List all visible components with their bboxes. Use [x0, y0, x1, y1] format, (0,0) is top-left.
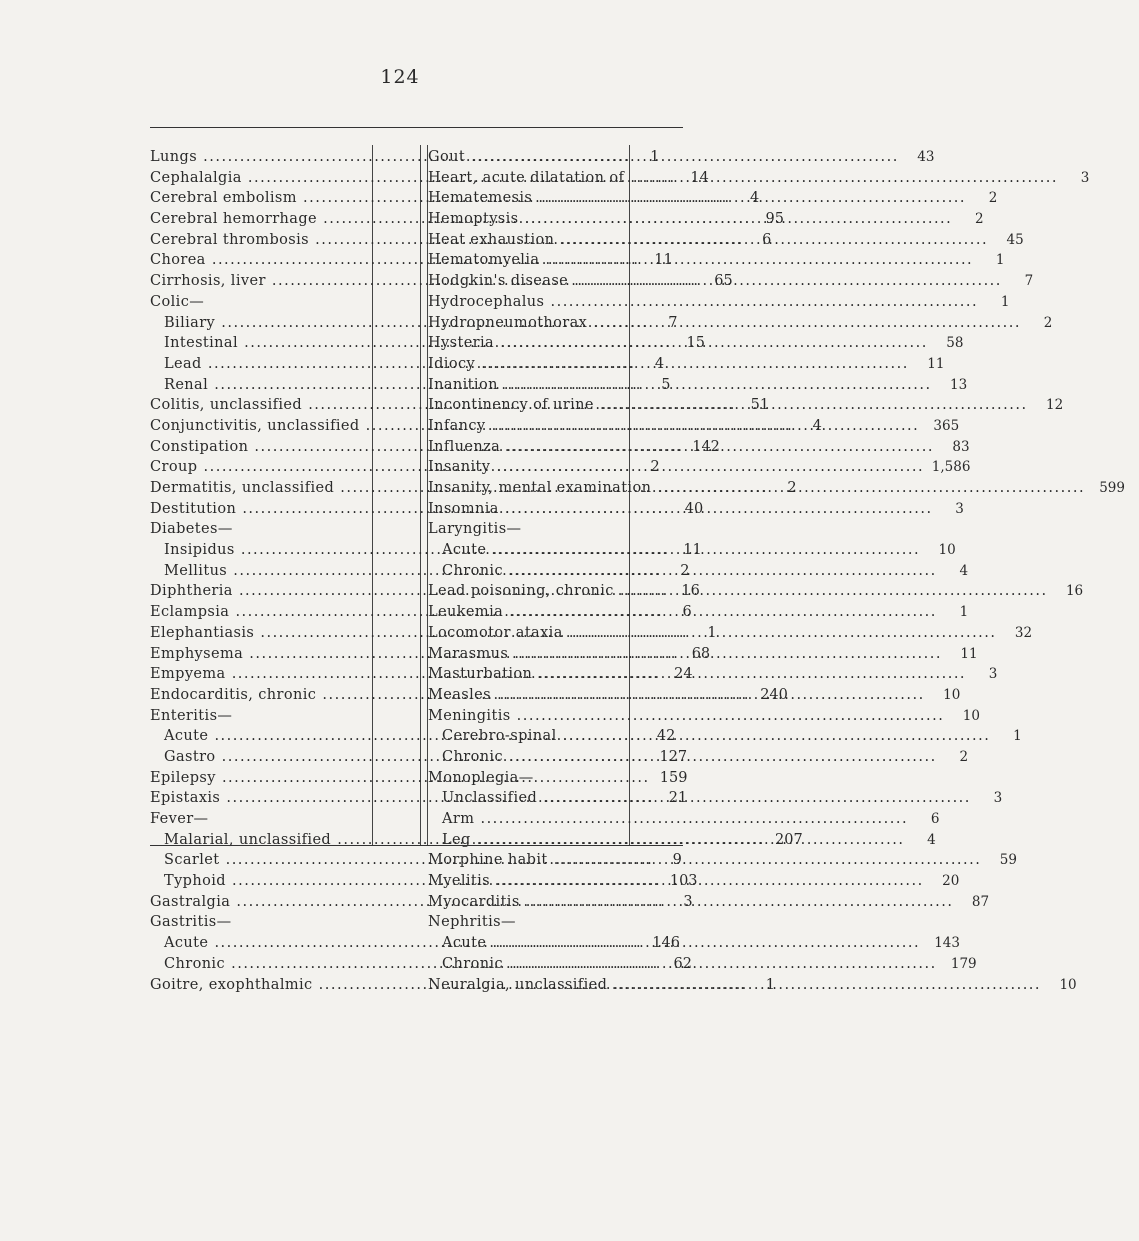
case-count: 21 — [668, 790, 688, 807]
disease-label: Leukemia ..... — [428, 602, 937, 623]
table-row — [428, 602, 969, 623]
disease-label: Incontinency of urine ..... — [428, 395, 1028, 416]
case-count: 1 — [1013, 728, 1022, 745]
case-count: 103 — [669, 873, 698, 890]
disease-label: Acute ..... — [150, 933, 642, 954]
disease-label: Cerebro-spinal ..... — [428, 726, 990, 747]
case-count: 10 — [962, 707, 980, 724]
case-count: 51 — [750, 397, 770, 414]
table-row — [428, 250, 1005, 271]
disease-label: Lead poisoning, chronic ..... — [428, 581, 1048, 602]
disease-label: Gout ..... — [428, 147, 899, 168]
disease-label: Cephalalgia ..... — [150, 168, 676, 189]
disease-label: Infancy ..... — [428, 416, 919, 437]
table-row — [428, 975, 1077, 996]
disease-label: Idiocy ..... — [428, 354, 909, 375]
case-count: 87 — [971, 893, 990, 910]
case-count: 11 — [683, 542, 702, 559]
case-count: 142 — [692, 438, 720, 455]
table-row — [428, 478, 1125, 499]
disease-label: Renal ..... — [150, 375, 642, 396]
case-count: 143 — [934, 935, 960, 952]
table-top-rule — [150, 127, 683, 128]
case-count: 12 — [1046, 397, 1064, 414]
case-count: 3 — [683, 893, 693, 910]
disease-label: Gastralgia ..... — [150, 892, 664, 913]
disease-label: Hemoptysis ..... — [428, 209, 952, 230]
table-row — [428, 623, 1033, 644]
disease-label: Constipation ..... — [150, 437, 682, 458]
disease-label: Morphine habit ..... — [428, 850, 981, 871]
table-row — [428, 768, 683, 789]
case-count: 62 — [673, 955, 692, 972]
disease-label: Cerebral embolism ..... — [150, 188, 731, 209]
case-count: 20 — [942, 873, 960, 890]
disease-label: Colic— — [150, 293, 205, 310]
case-count: 7 — [1024, 273, 1034, 290]
case-count: 240 — [760, 686, 788, 703]
disease-label: Chronic ..... — [428, 954, 937, 975]
disease-label: Cirrhosis, liver ..... — [150, 271, 700, 292]
disease-label: Influenza ..... — [428, 437, 934, 458]
case-count: 127 — [659, 748, 688, 765]
case-count: 58 — [946, 335, 964, 352]
case-count: 95 — [765, 211, 784, 228]
disease-label: Locomotor ataxia ..... — [428, 623, 997, 644]
disease-label: Acute ..... — [428, 933, 920, 954]
table-row — [428, 519, 683, 540]
disease-label: Gastritis— — [150, 914, 232, 931]
case-count: 11 — [654, 252, 673, 269]
disease-label: Measles ..... — [428, 685, 925, 706]
disease-label: Insipidus ..... — [150, 540, 668, 561]
disease-label: Goitre, exophthalmic ..... — [150, 975, 746, 996]
case-count: 24 — [674, 666, 693, 683]
case-count: 1 — [765, 976, 775, 993]
case-count: 2 — [974, 211, 984, 228]
disease-label: Insomnia ..... — [428, 499, 933, 520]
disease-label: Diphtheria ..... — [150, 581, 667, 602]
table-row — [428, 292, 1010, 313]
case-count — [324, 292, 372, 313]
case-count: 599 — [1099, 480, 1125, 496]
case-count: 9 — [672, 852, 682, 869]
page-number: 124 — [380, 66, 420, 88]
disease-label: Lead ..... — [150, 354, 636, 375]
disease-label: Leg ..... — [428, 830, 904, 851]
case-count: 6 — [930, 811, 940, 827]
case-count: 4 — [750, 190, 760, 207]
disease-label: Acute ..... — [428, 540, 920, 561]
case-count: 1 — [707, 624, 717, 641]
table-row — [428, 747, 969, 768]
case-count: 13 — [949, 376, 968, 393]
case-count: 45 — [1006, 231, 1024, 248]
case-count: 365 — [933, 417, 960, 434]
disease-label: Destitution ..... — [150, 499, 670, 520]
case-count: 3 — [955, 500, 964, 517]
disease-label: Emphysema ..... — [150, 644, 677, 665]
disease-label: Inanition ..... — [428, 375, 932, 396]
disease-label: Dermatitis, unclassified ..... — [150, 478, 768, 499]
case-count: 3 — [993, 790, 1003, 807]
case-count: 1,586 — [931, 459, 971, 476]
table-row — [428, 726, 1022, 747]
disease-label: Arm ..... — [428, 809, 908, 830]
case-count: 4 — [959, 562, 969, 579]
case-count: 6 — [682, 604, 692, 621]
table-row — [428, 892, 990, 913]
disease-label: Myelitis ..... — [428, 871, 924, 892]
case-count: 207 — [775, 831, 803, 848]
case-count: 11 — [927, 355, 945, 372]
disease-label: Monoplegia— — [428, 769, 534, 786]
table-row — [428, 375, 968, 396]
disease-label: Insanity ..... — [428, 457, 924, 478]
disease-label: Eclampsia ..... — [150, 602, 663, 623]
disease-label: Typhoid ..... — [150, 871, 660, 892]
table-row — [428, 416, 960, 437]
case-count: 3 — [1080, 169, 1090, 186]
case-count: 10 — [1059, 976, 1077, 993]
case-count — [629, 912, 683, 933]
disease-label: Cerebral thrombosis ..... — [150, 230, 743, 251]
disease-label: Empyema ..... — [150, 664, 659, 685]
case-count: 159 — [659, 769, 688, 786]
table-row — [428, 933, 960, 954]
case-count: 10 — [938, 542, 956, 559]
case-count: 59 — [999, 852, 1017, 869]
table-row — [428, 230, 1024, 251]
case-count: 5 — [661, 376, 671, 393]
disease-label: Fever— — [150, 811, 209, 827]
case-count — [324, 706, 372, 727]
table-row — [150, 519, 372, 540]
disease-label: Chronic ..... — [150, 954, 659, 975]
case-count: 83 — [952, 438, 970, 455]
disease-label: Myocarditis ..... — [428, 892, 953, 913]
case-count: 40 — [684, 500, 704, 517]
case-count: 42 — [656, 728, 676, 745]
disease-label: Neuralgia, unclassified ..... — [428, 975, 1041, 996]
case-count: 146 — [652, 935, 680, 952]
disease-label: Hodgkin's disease ..... — [428, 271, 1002, 292]
disease-label: Colitis, unclassified ..... — [150, 395, 736, 416]
table-row — [150, 912, 372, 933]
disease-label: Chronic ..... — [428, 561, 937, 582]
case-count: 32 — [1014, 624, 1033, 641]
disease-label: Chronic ..... — [428, 747, 937, 768]
disease-label: Epilepsy ..... — [150, 768, 650, 789]
case-count: 2 — [650, 459, 660, 476]
table-row — [150, 933, 680, 954]
case-count: 4 — [927, 831, 936, 848]
disease-label: Enteritis— — [150, 707, 233, 724]
case-count: 7 — [668, 314, 678, 331]
disease-label: Heat exhaustion ..... — [428, 230, 988, 251]
case-count: 1 — [995, 252, 1005, 269]
disease-label: Lungs ..... — [150, 147, 631, 168]
case-count: 4 — [812, 417, 822, 434]
disease-label: Mellitus ..... — [150, 561, 661, 582]
case-count: 14 — [690, 169, 709, 186]
table-row — [150, 954, 692, 975]
disease-label: Hydrocephalus ..... — [428, 292, 978, 313]
case-count: 2 — [959, 748, 969, 765]
disease-label: Malarial, unclassified ..... — [150, 830, 765, 851]
table-row — [428, 954, 977, 975]
case-count: 2 — [787, 480, 797, 496]
case-count: 1 — [959, 604, 969, 621]
disease-label: Marasmus ..... — [428, 644, 942, 665]
case-count — [629, 519, 683, 540]
case-count — [629, 768, 683, 789]
case-count: 2 — [1043, 314, 1053, 331]
disease-label: Acute ..... — [150, 726, 642, 747]
disease-label: Gastro ..... — [150, 747, 649, 768]
disease-label: Hydropneumothorax ..... — [428, 313, 1021, 334]
table-row — [428, 457, 971, 478]
case-count: 3 — [988, 666, 998, 683]
table-row — [428, 188, 998, 209]
disease-label: Scarlet ..... — [150, 850, 653, 871]
case-count: 6 — [762, 231, 772, 248]
disease-label: Diabetes— — [150, 521, 233, 538]
disease-label: Elephantiasis ..... — [150, 623, 688, 644]
disease-label: Hematemesis ..... — [428, 188, 966, 209]
case-count: 15 — [686, 335, 705, 352]
table-row — [150, 809, 372, 830]
case-count — [324, 519, 372, 540]
table-row — [428, 912, 683, 933]
case-count: 65 — [714, 273, 733, 290]
disease-label: Biliary ..... — [150, 313, 649, 334]
case-count: 16 — [1065, 583, 1084, 600]
disease-label: Hematomyelia ..... — [428, 250, 973, 271]
case-count — [324, 809, 372, 830]
disease-label: Epistaxis ..... — [150, 788, 654, 809]
disease-label: Meningitis ..... — [428, 706, 944, 727]
case-count: 16 — [681, 583, 700, 600]
case-count: 11 — [960, 645, 978, 662]
case-count: 1 — [650, 149, 660, 165]
table-bottom-rule — [150, 845, 683, 846]
case-count — [324, 912, 372, 933]
case-count: 2 — [680, 562, 690, 579]
table-row — [428, 147, 935, 168]
table-row — [428, 850, 1017, 871]
disease-label: Hysteria ..... — [428, 333, 928, 354]
case-count: 179 — [950, 955, 977, 972]
table-row — [428, 706, 980, 727]
table-row — [150, 292, 372, 313]
disease-label: Masturbation ..... — [428, 664, 966, 685]
table-row — [150, 706, 372, 727]
disease-label: Insanity, mental examination ..... — [428, 478, 1085, 499]
table-row — [428, 581, 1084, 602]
case-count: 1 — [1000, 293, 1010, 310]
table-row — [428, 354, 945, 375]
disease-label: Laryngitis— — [428, 521, 522, 538]
case-count: 4 — [654, 355, 665, 372]
disease-label: Intestinal ..... — [150, 333, 672, 354]
table-row — [428, 788, 1003, 809]
table-row — [428, 809, 940, 830]
case-count: 43 — [917, 149, 935, 165]
disease-label: Endocarditis, chronic ..... — [150, 685, 750, 706]
case-count: 10 — [943, 686, 961, 703]
disease-label: Conjunctivitis, unclassified ..... — [150, 416, 793, 437]
disease-label: Nephritis— — [428, 914, 516, 931]
disease-label: Unclassified ..... — [428, 788, 971, 809]
table-row — [428, 313, 1053, 334]
disease-label: Croup ..... — [150, 457, 631, 478]
disease-label: Chorea ..... — [150, 250, 639, 271]
table-row — [428, 561, 969, 582]
case-count: 68 — [691, 645, 711, 662]
disease-label: Heart, acute dilatation of ..... — [428, 168, 1058, 189]
disease-label: Cerebral hemorrhage ..... — [150, 209, 751, 230]
case-count: 2 — [988, 190, 998, 207]
